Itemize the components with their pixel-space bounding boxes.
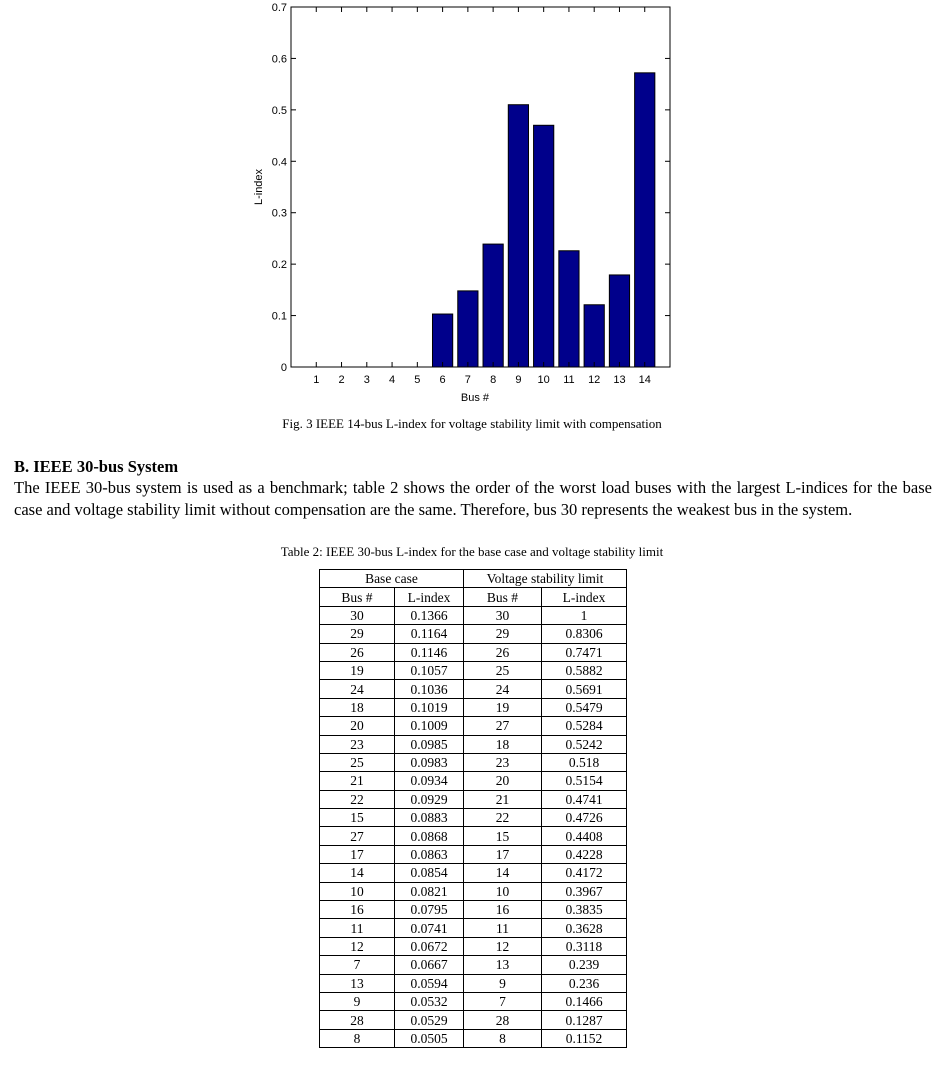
table-cell: 0.0883 [395, 809, 464, 827]
table-cell: 25 [464, 661, 542, 679]
table-cell: 0.1466 [542, 992, 627, 1010]
table-cell: 1 [542, 606, 627, 624]
table-cell: 0.4741 [542, 790, 627, 808]
y-tick-label: 0 [280, 362, 287, 374]
table-cell: 11 [464, 919, 542, 937]
table-body [320, 606, 627, 1047]
table-cell: 20 [464, 772, 542, 790]
x-axis-label: Bus # [460, 392, 490, 404]
column-header: Bus # [320, 588, 395, 606]
table-cell: 22 [464, 809, 542, 827]
table-row [320, 661, 627, 679]
table-cell: 21 [464, 790, 542, 808]
table-cell: 13 [464, 956, 542, 974]
table-cell: 0.0667 [395, 956, 464, 974]
table-cell: 28 [320, 1011, 395, 1029]
table-cell: 0.1164 [395, 625, 464, 643]
table-cell: 9 [464, 974, 542, 992]
table-row [320, 625, 627, 643]
table-row [320, 717, 627, 735]
table-cell: 0.0868 [395, 827, 464, 845]
y-tick-label: 0.6 [271, 53, 287, 66]
table-row [320, 882, 627, 900]
table-cell: 0.3118 [542, 937, 627, 955]
table-cell: 0.5882 [542, 661, 627, 679]
table-cell: 14 [320, 864, 395, 882]
table-cell: 0.0505 [395, 1029, 464, 1047]
table-cell: 18 [464, 735, 542, 753]
bar-bus-10 [534, 125, 554, 367]
y-tick-label: 0.1 [271, 310, 287, 323]
y-tick-label: 0.2 [271, 259, 287, 272]
figure-caption: Fig. 3 IEEE 14-bus L-index for voltage stability limit with compensation [282, 416, 662, 431]
table-cell: 0.1366 [395, 606, 464, 624]
bars-group [432, 73, 654, 367]
table-cell: 13 [320, 974, 395, 992]
table-cell: 0.7471 [542, 643, 627, 661]
body-paragraph: The IEEE 30-bus system is used as a benchmark; table 2 shows the order of the worst load buses with the largest L-indices for the base case and voltage stability limit without compensation are the same. Therefore, bus 30 represents the weakest bus in the system. [14, 478, 932, 519]
table-cell: 0.5242 [542, 735, 627, 753]
table-cell: 10 [320, 882, 395, 900]
table-cell: 19 [464, 698, 542, 716]
y-axis-label: L-index [253, 168, 265, 206]
table-row [320, 1029, 627, 1047]
x-tick-label: 12 [588, 374, 601, 386]
group-header-base-case: Base case [320, 570, 464, 588]
table-cell: 30 [464, 606, 542, 624]
table-cell: 0.0983 [395, 753, 464, 771]
table-cell: 7 [464, 992, 542, 1010]
table-cell: 0.4408 [542, 827, 627, 845]
table-cell: 8 [320, 1029, 395, 1047]
bar-bus-9 [508, 105, 528, 367]
table-cell: 0.5691 [542, 680, 627, 698]
table-row [320, 864, 627, 882]
x-tick-label: 14 [638, 374, 651, 386]
table-cell: 29 [320, 625, 395, 643]
table-cell: 12 [464, 937, 542, 955]
table-cell: 0.5284 [542, 717, 627, 735]
bar-bus-11 [559, 251, 579, 367]
x-tick-label: 4 [389, 374, 396, 386]
table-caption: Table 2: IEEE 30-bus L-index for the base case and voltage stability limit [280, 544, 664, 559]
table-cell: 0.0741 [395, 919, 464, 937]
table-row [320, 919, 627, 937]
table-cell: 15 [464, 827, 542, 845]
column-header: L-index [542, 588, 627, 606]
bar-bus-6 [432, 314, 452, 367]
table-cell: 0.0863 [395, 845, 464, 863]
table-cell: 28 [464, 1011, 542, 1029]
y-tick-label: 0.3 [271, 207, 287, 220]
table-row [320, 735, 627, 753]
group-header-voltage-limit: Voltage stability limit [464, 570, 627, 588]
table-cell: 22 [320, 790, 395, 808]
table-row [320, 974, 627, 992]
table-cell: 30 [320, 606, 395, 624]
table-cell: 25 [320, 753, 395, 771]
table-cell: 0.518 [542, 753, 627, 771]
table-cell: 24 [320, 680, 395, 698]
table-cell: 23 [320, 735, 395, 753]
x-tick-label: 6 [439, 374, 446, 386]
table-cell: 7 [320, 956, 395, 974]
table-cell: 0.3967 [542, 882, 627, 900]
table-cell: 0.0985 [395, 735, 464, 753]
table-cell: 0.3835 [542, 901, 627, 919]
table-cell: 0.4228 [542, 845, 627, 863]
table-cell: 0.1057 [395, 661, 464, 679]
table-row [320, 1011, 627, 1029]
table-row [320, 772, 627, 790]
x-tick-label: 8 [490, 374, 497, 386]
table-row [320, 901, 627, 919]
bar-bus-13 [609, 275, 629, 367]
y-tick-label: 0.7 [271, 2, 287, 14]
table-cell: 0.4172 [542, 864, 627, 882]
table-cell: 16 [320, 901, 395, 919]
x-tick-label: 7 [464, 374, 471, 386]
table-cell: 0.0854 [395, 864, 464, 882]
table-cell: 0.239 [542, 956, 627, 974]
table-row [320, 753, 627, 771]
table-cell: 17 [464, 845, 542, 863]
table-cell: 26 [320, 643, 395, 661]
x-tick-label: 3 [363, 374, 370, 386]
column-header-row [320, 588, 627, 606]
table-row [320, 790, 627, 808]
table-row [320, 992, 627, 1010]
table-row [320, 680, 627, 698]
table-cell: 0.0929 [395, 790, 464, 808]
table-row [320, 606, 627, 624]
table-cell: 0.1009 [395, 717, 464, 735]
table-cell: 27 [320, 827, 395, 845]
y-tick-label: 0.4 [271, 156, 287, 169]
x-tick-label: 9 [515, 374, 522, 386]
table-cell: 19 [320, 661, 395, 679]
table-cell: 0.0532 [395, 992, 464, 1010]
table-cell: 26 [464, 643, 542, 661]
x-tick-label: 11 [563, 374, 575, 386]
table-cell: 21 [320, 772, 395, 790]
table-cell: 11 [320, 919, 395, 937]
table-row [320, 827, 627, 845]
table-cell: 12 [320, 937, 395, 955]
group-header-row [320, 570, 627, 588]
table-cell: 0.8306 [542, 625, 627, 643]
column-header: Bus # [464, 588, 542, 606]
table-row [320, 845, 627, 863]
y-tick-label: 0.5 [271, 104, 287, 117]
table-row [320, 698, 627, 716]
table-cell: 18 [320, 698, 395, 716]
table-cell: 17 [320, 845, 395, 863]
l-index-bar-chart [0, 0, 944, 410]
table-cell: 14 [464, 864, 542, 882]
table-row [320, 809, 627, 827]
table-cell: 0.0529 [395, 1011, 464, 1029]
table-row [320, 643, 627, 661]
table-cell: 0.1036 [395, 680, 464, 698]
table-cell: 0.4726 [542, 809, 627, 827]
l-index-table [319, 569, 627, 1048]
bar-bus-7 [458, 291, 478, 367]
table-cell: 29 [464, 625, 542, 643]
bar-bus-8 [483, 244, 503, 367]
table-row [320, 937, 627, 955]
table-cell: 0.236 [542, 974, 627, 992]
table-cell: 8 [464, 1029, 542, 1047]
table-cell: 0.5154 [542, 772, 627, 790]
table-cell: 0.0672 [395, 937, 464, 955]
table-cell: 0.5479 [542, 698, 627, 716]
x-tick-label: 1 [313, 374, 320, 386]
table-cell: 20 [320, 717, 395, 735]
x-tick-label: 5 [414, 374, 421, 386]
table-cell: 0.1019 [395, 698, 464, 716]
x-tick-label: 10 [537, 374, 550, 386]
table-cell: 0.3628 [542, 919, 627, 937]
table-row [320, 956, 627, 974]
x-tick-label: 2 [338, 374, 345, 386]
table-cell: 0.0934 [395, 772, 464, 790]
table-cell: 10 [464, 882, 542, 900]
table-cell: 15 [320, 809, 395, 827]
bar-bus-12 [584, 305, 604, 367]
column-header: L-index [395, 588, 464, 606]
table-cell: 0.1146 [395, 643, 464, 661]
table-cell: 0.0795 [395, 901, 464, 919]
bar-bus-14 [635, 73, 655, 367]
table-cell: 27 [464, 717, 542, 735]
table-cell: 9 [320, 992, 395, 1010]
x-tick-label: 13 [613, 374, 626, 386]
table-cell: 0.0594 [395, 974, 464, 992]
table-cell: 0.0821 [395, 882, 464, 900]
table-cell: 16 [464, 901, 542, 919]
table-cell: 0.1152 [542, 1029, 627, 1047]
table-cell: 0.1287 [542, 1011, 627, 1029]
section-heading: B. IEEE 30-bus System [14, 457, 179, 476]
table-cell: 23 [464, 753, 542, 771]
table-cell: 24 [464, 680, 542, 698]
